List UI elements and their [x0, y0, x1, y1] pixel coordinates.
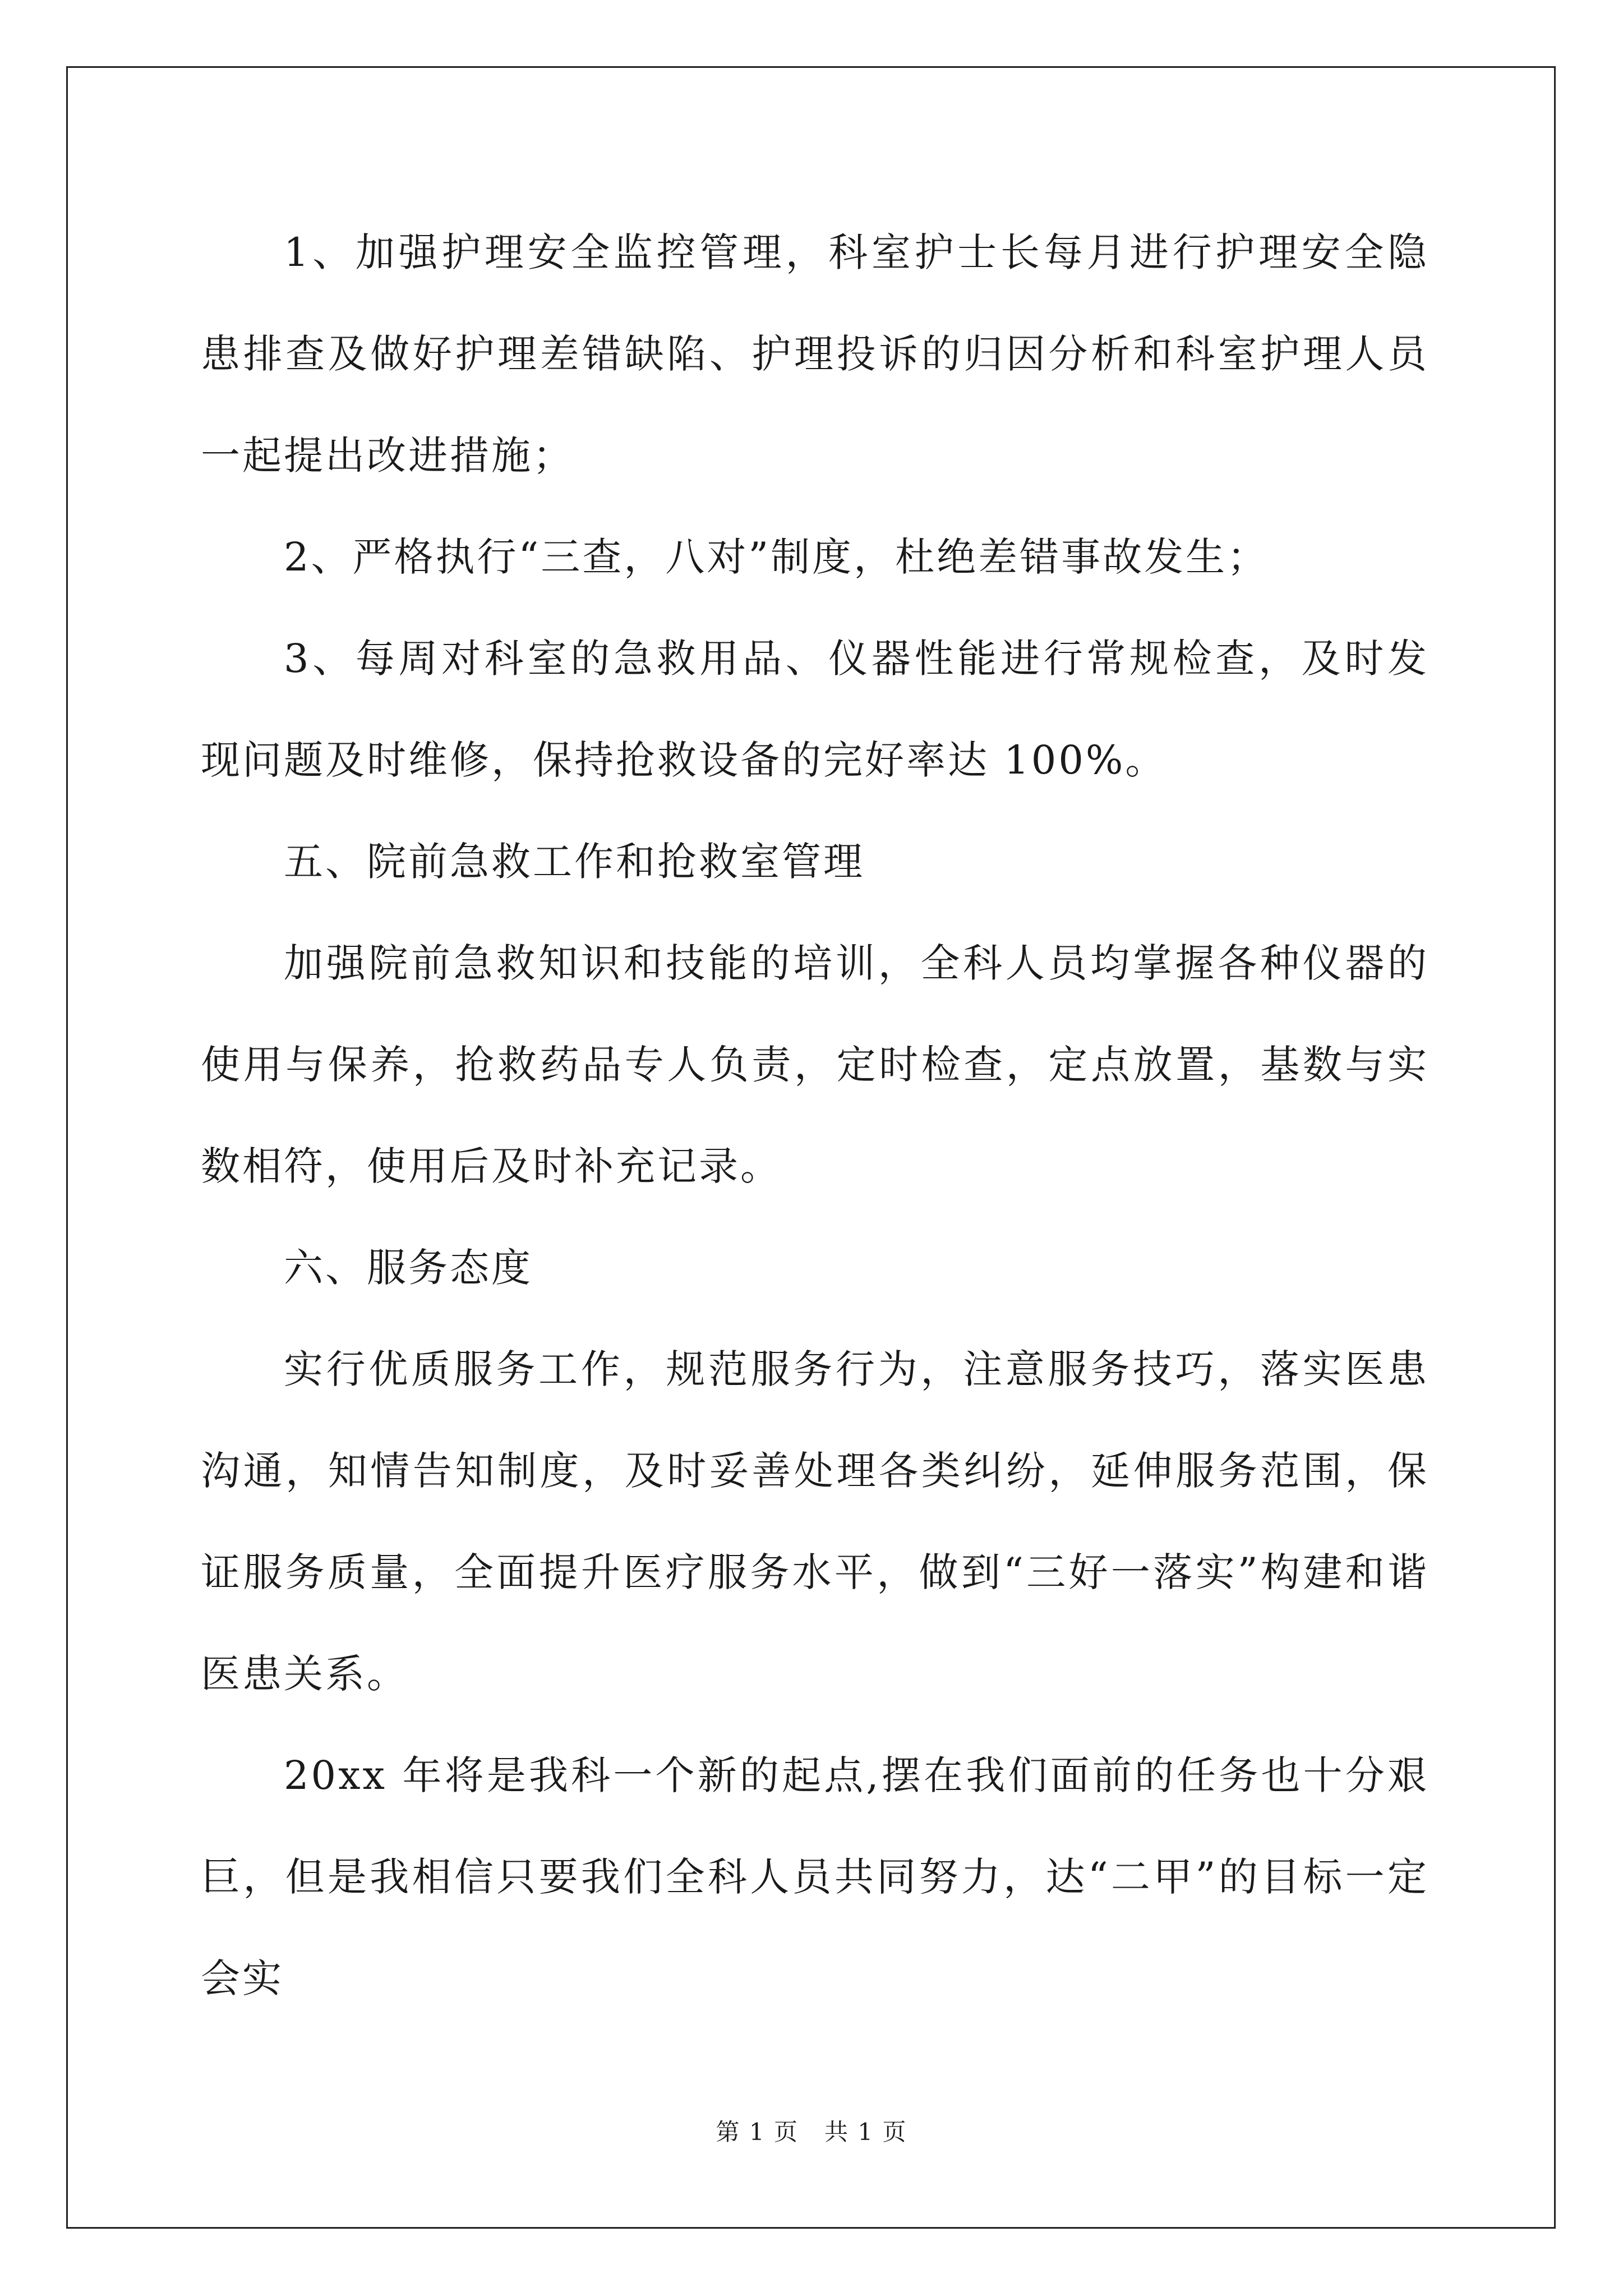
paragraph-new-year-outlook: 20xx 年将是我科一个新的起点,摆在我们面前的任务也十分艰巨，但是我相信只要我们全科人员共同努力，达“二甲”的目标一定会实 — [201, 1752, 1429, 2001]
section-heading-service: 六、服务态度 — [284, 1245, 533, 1291]
document-body — [201, 202, 1429, 2030]
paragraph-service-quality: 实行优质服务工作，规范服务行为，注意服务技巧，落实医患沟通，知情告知制度，及时妥善处理各类纠纷，延伸服务范围，保证服务质量，全面提升医疗服务水平，做到“三好一落实”构建和谐医患关系。 — [201, 1346, 1429, 1697]
paragraph-three-checks: 2、严格执行“三查，八对”制度，杜绝差错事故发生； — [284, 534, 1269, 580]
paragraph-equipment-check: 3、每周对科室的急救用品、仪器性能进行常规检查，及时发现问题及时维修，保持抢救设备的完好率达 100%。 — [201, 636, 1429, 783]
paragraph-prehospital-training: 加强院前急救知识和技能的培训，全科人员均掌握各种仪器的使用与保养，抢救药品专人负责，定时检查，定点放置，基数与实数相符，使用后及时补充记录。 — [201, 940, 1429, 1189]
page-number-footer: 第 1 页 共 1 页 — [716, 2118, 907, 2146]
section-heading-prehospital: 五、院前急救工作和抢救室管理 — [284, 839, 865, 885]
paragraph-safety-monitoring: 1、加强护理安全监控管理，科室护士长每月进行护理安全隐患排查及做好护理差错缺陷、护理投诉的归因分析和科室护理人员一起提出改进措施； — [201, 229, 1429, 478]
